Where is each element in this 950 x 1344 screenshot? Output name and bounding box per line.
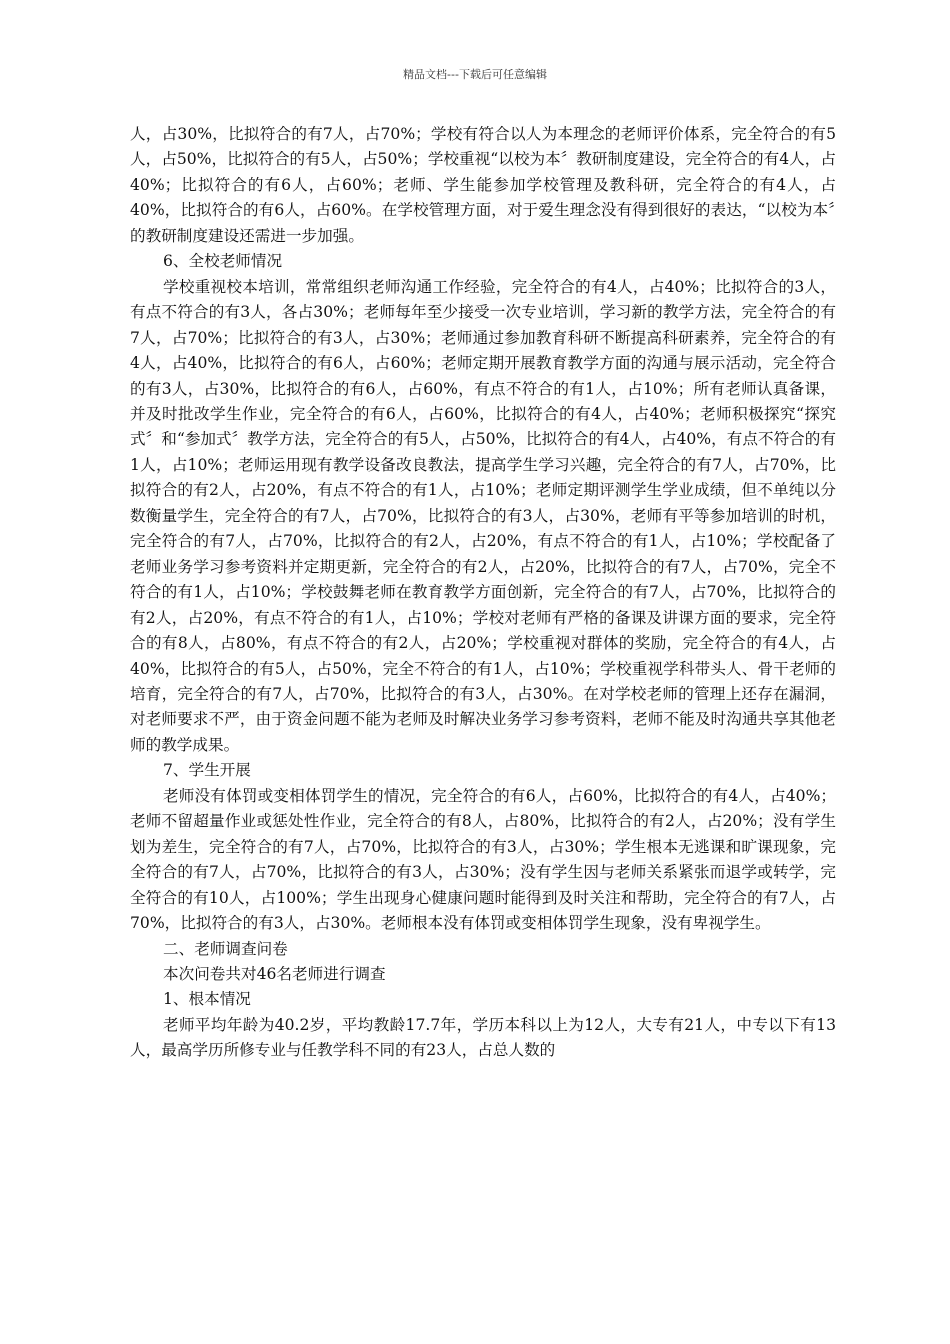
heading-basic-info: 1、根本情况	[163, 990, 251, 1009]
paragraph-teachers: 学校重视校本培训，常常组织老师沟通工作经验，完全符合的有4人，占40%；比拟符合的3人，有点不符合的有3人，各占30%；老师每年至少接受一次专业培训，学习新的教学方法，完全符合的有7人，占70%；比拟符合的有3人，占30%；老师通过参加教育科研不断提高科研素养，完全符合的有4人，占40%，比拟符合的有6人，占60%；老师定期开展教育教学方面的沟通与展示活动，完全符合的有3人，占30%，比拟符合的有6人，占60%，有点不符合的有1人，占10%；所有老师认真备课，并及时批改学生作业，完全符合的有6人，占60%，比拟符合的有4人，占40%；老师积极探究“探究式〞和“参加式〞教学方法，完全符合的有5人，占50%，比拟符合的有4人，占40%，有点不符合的有1人，占10%；老师运用现有教学设备改良教法，提高学生学习兴趣，完全符合的有7人，占70%，比拟符合的有2人，占20%，有点不符合的有1人，占10%；老师定期评测学生学业成绩，但不单纯以分数衡量学生，完全符合的有7人，占70%，比拟符合的有3人，占30%，老师有平等参加培训的时机，完全符合的有7人，占70%，比拟符合的有2人，占20%，有点不符合的有1人，占10%；学校配备了老师业务学习参考资料并定期更新，完全符合的有2人，占20%，比拟符合的有7人，占70%，完全不符合的有1人，占10%；学校鼓舞老师在教育教学方面创新，完全符合的有7人，占70%，比拟符合的有2人，占20%，有点不符合的有1人，占10%；学校对老师有严格的备课及讲课方面的要求，完全符合的有8人，占80%，有点不符合的有2人，占20%；学校重视对群体的奖励，完全符合的有4人，占40%，比拟符合的有5人，占50%，完全不符合的有1人，占10%；学校重视学科带头人、骨干老师的培育，完全符合的有7人，占70%，比拟符合的有3人，占30%。在对学校老师的管理上还存在漏洞，对老师要求不严，由于资金问题不能为老师及时解决业务学习参考资料，老师不能及时沟通共享其他老师的教学成果。	[130, 277, 836, 754]
document-body	[130, 122, 836, 1064]
heading-teachers: 6、全校老师情况	[163, 252, 283, 271]
paragraph-students: 老师没有体罚或变相体罚学生的情况，完全符合的有6人，占60%，比拟符合的有4人，占40%；老师不留超量作业或惩处性作业，完全符合的有8人，占80%，比拟符合的有2人，占20%；没有学生划为差生，完全符合的有7人，占70%，比拟符合的有3人，占30%；学生根本无逃课和旷课现象，完全符合的有7人，占70%，比拟符合的有3人，占30%；没有学生因与老师关系紧张而退学或转学，完全符合的有10人，占100%；学生出现身心健康问题时能得到及时关注和帮助，完全符合的有7人，占70%，比拟符合的有3人，占30%。老师根本没有体罚或变相体罚学生现象，没有卑视学生。	[130, 786, 836, 933]
paragraph-school-management: 人，占30%，比拟符合的有7人，占70%；学校有符合以人为本理念的老师评价体系，完全符合的有5人，占50%，比拟符合的有5人，占50%；学校重视“以校为本〞教研制度建设，完全符合的有4人，占40%；比拟符合的有6人，占60%；老师、学生能参加学校管理及教科研，完全符合的有4人，占40%，比拟符合的有6人，占60%。在学校管理方面，对于爱生理念没有得到很好的表达，“以校为本〞的教研制度建设还需进一步加强。	[130, 125, 836, 245]
paragraph-basic-info: 老师平均年龄为40.2岁，平均教龄17.7年，学历本科以上为12人，大专有21人，中专以下有13人，最高学历所修专业与任教学科不同的有23人，占总人数的	[130, 1015, 836, 1060]
page-header: 精品文档---下载后可任意编辑	[403, 68, 547, 81]
paragraph-survey-intro: 本次问卷共对46名老师进行调查	[163, 964, 386, 983]
heading-teacher-survey: 二、老师调查问卷	[163, 939, 288, 958]
heading-students: 7、学生开展	[163, 761, 251, 780]
